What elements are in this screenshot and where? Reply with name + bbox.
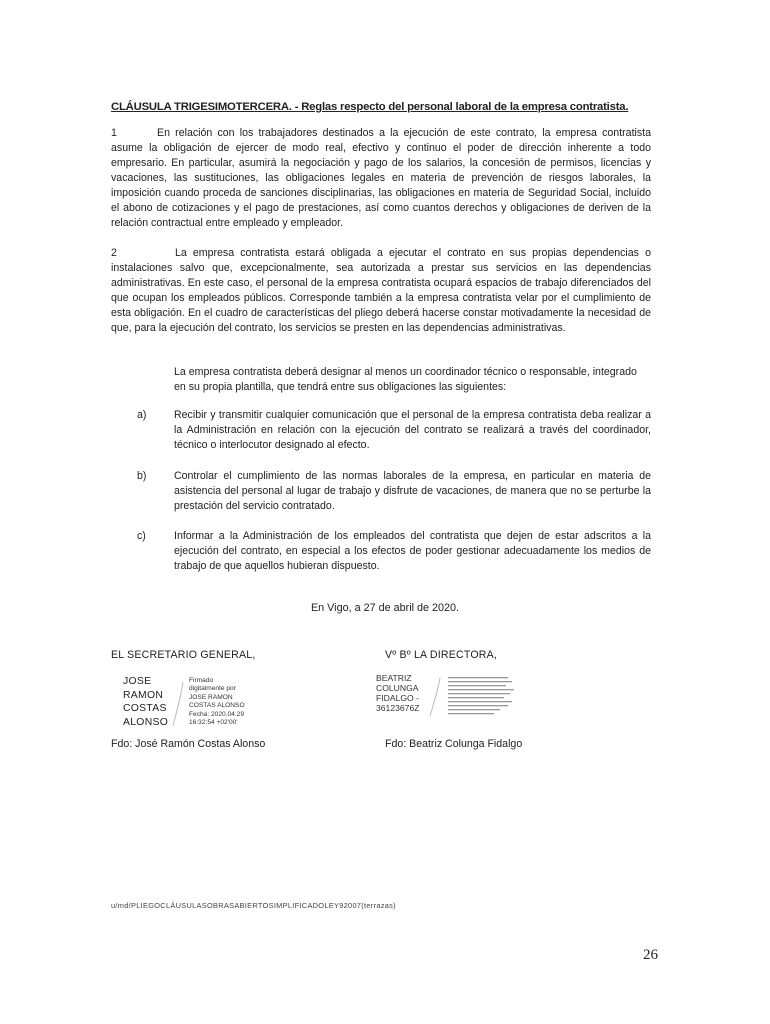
signature-detail-line: Firmado <box>189 677 214 684</box>
paragraph-1 <box>111 126 651 231</box>
signature-detail-line: 16:32:54 +02'00' <box>189 719 238 727</box>
page-number: 26 <box>643 947 658 963</box>
list-item-text: Recibir y transmitir cualquier comunicación que el personal de la empresa contratista deba realizar a la Administración en relación con la ejecución del contrato se realizará a través del coordinador, técnico o interlocutor designado al efecto. <box>174 409 651 451</box>
clause-title: CLÁUSULA TRIGESIMOTERCERA. - Reglas respecto del personal laboral de la empresa contratista. <box>111 101 629 113</box>
list-item-text: Informar a la Administración de los empleados del contratista que dejen de estar adscritos a la ejecución del contrato, en especial a los efectos de poder gestionar adecuadamente los medios de trabajo de que aquellos hubieran dispuesto. <box>174 530 651 572</box>
signature-detail-line: digitalmente por <box>189 685 236 693</box>
director-fdo: Fdo: Beatriz Colunga Fidalgo <box>385 738 523 750</box>
list-item-letter: a) <box>137 409 147 421</box>
signature-name-line: COLUNGA <box>376 683 419 693</box>
signature-stroke-icon <box>171 680 185 728</box>
coordinator-intro: La empresa contratista deberá designar al menos un coordinador técnico o responsable, integrado en su propia plantilla, que tendrá entre sus obligaciones las siguientes: <box>174 366 637 393</box>
signature-detail-line: Fecha: 2020.04.29 <box>189 710 244 718</box>
paragraph-1-number: 1 <box>111 127 117 139</box>
signature-name-line: 36123676Z <box>376 703 420 713</box>
signature-detail-line: COSTAS ALONSO <box>189 702 245 710</box>
paragraph-2-number: 2 <box>111 247 117 259</box>
secretary-signature-detail <box>189 677 245 727</box>
paragraph-2-text: La empresa contratista estará obligada a ejecutar el contrato en sus propias dependencias o instalaciones salvo que, excepcionalmente, sea autorizada a prestar sus servicios en las dependencias administrativas. En este caso, el personal de la empresa contratista ocupará espacios de trabajo diferenciados del que ocupan los empleados públicos. Corresponde también a la empresa contratista velar por el cumplimiento de esta obligación. En el cuadro de características del pliego deberá hacerse constar motivadamente la necesidad de que, para la ejecución del contrato, los servicios se presten en las dependencias administrativas. <box>111 247 651 334</box>
director-signature-name <box>376 673 420 713</box>
signature-name-line: FIDALGO - <box>376 693 419 703</box>
signature-name-line: JOSE <box>123 676 152 687</box>
secretary-fdo: Fdo: José Ramón Costas Alonso <box>111 738 266 750</box>
secretary-label: EL SECRETARIO GENERAL, <box>111 649 256 661</box>
list-item-letter: b) <box>137 470 147 482</box>
signature-name-line: COSTAS <box>123 703 167 714</box>
footer-file-path: u/md/PLIEGOCLÁUSULASOBRASABIERTOSIMPLIFICADOLEY92007(terrazas) <box>111 901 396 910</box>
date-line: En Vigo, a 27 de abril de 2020. <box>310 602 460 614</box>
list-item-text: Controlar el cumplimiento de las normas laborales de la empresa, en particular en materia de asistencia del personal al lugar de trabajo y disfrute de vacaciones, de manera que no se perturbe la prestación del servicio contratado. <box>174 470 651 512</box>
digital-signature-fineprint <box>448 676 518 716</box>
list-item-letter: c) <box>137 530 146 542</box>
signature-stroke-icon <box>428 676 442 718</box>
paragraph-2 <box>111 246 651 336</box>
secretary-signature-name <box>123 675 168 729</box>
signature-name-line: ALONSO <box>123 716 169 728</box>
signature-detail-line: JOSE RAMON <box>189 693 233 701</box>
signature-name-line: RAMON <box>123 689 164 701</box>
signature-name-line: BEATRIZ <box>376 673 412 683</box>
director-label: Vº Bº LA DIRECTORA, <box>385 649 498 661</box>
paragraph-1-text: En relación con los trabajadores destinados a la ejecución de este contrato, la empresa contratista asume la obligación de ejercer de modo real, efectivo y continuo el poder de dirección inherente a todo empresario. En particular, asumirá la negociación y pago de los salarios, la concesión de permisos, licencias y vacaciones, las sustituciones, las obligaciones legales en materia de prevención de riesgos laborales, la imposición cuando proceda de sanciones disciplinarias, las obligaciones en materia de Seguridad Social, incluido el abono de cotizaciones y el pago de prestaciones, así como cuantos derechos y obligaciones de deriven de la relación contractual entre empleado y empleador. <box>111 127 651 229</box>
